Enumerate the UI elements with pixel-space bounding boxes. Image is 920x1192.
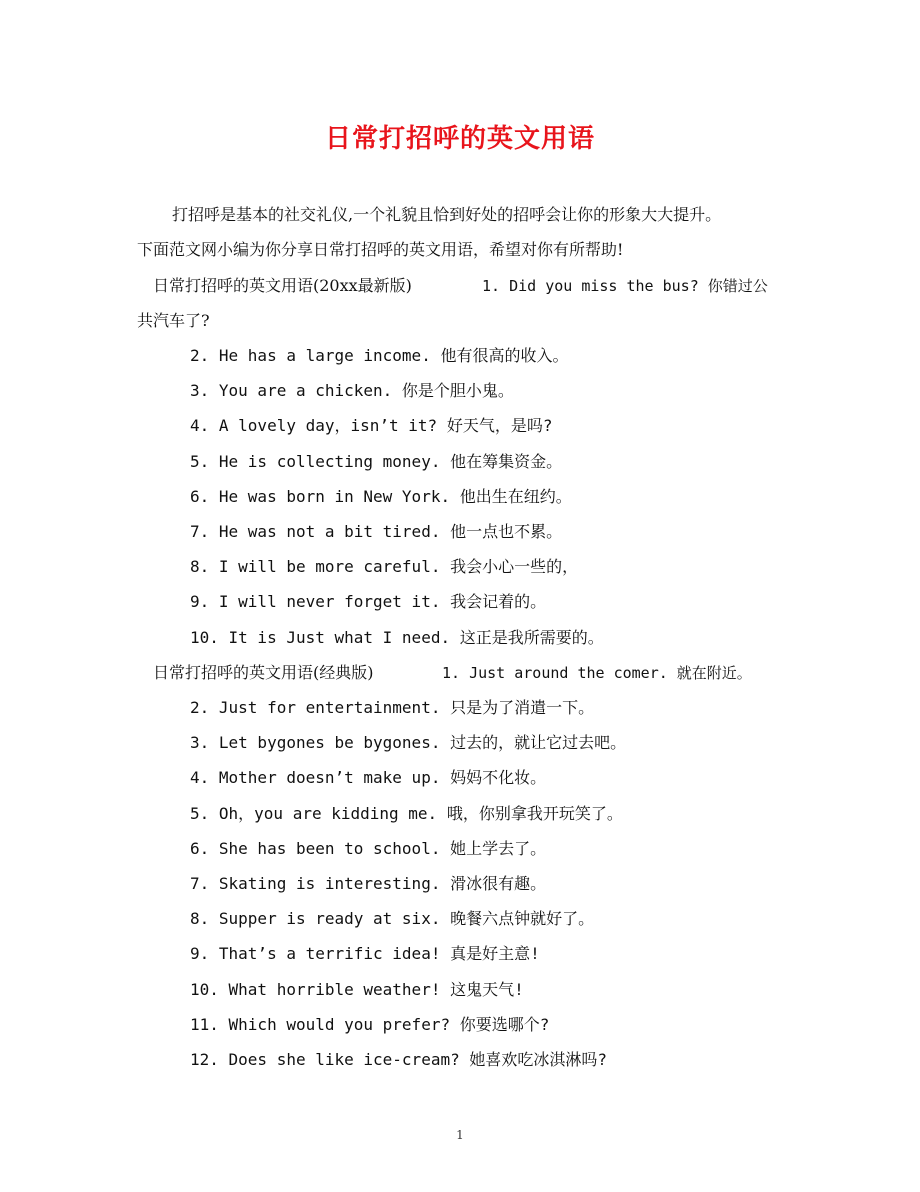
section1-list-item: 6. He was born in New York. 他出生在纽约。 xyxy=(190,486,572,506)
section2-list-item: 12. Does she like ice-cream? 她喜欢吃冰淇淋吗? xyxy=(190,1050,607,1069)
section2-list-item: 5. Oh，you are kidding me. 哦，你别拿我开玩笑了。 xyxy=(190,803,623,823)
section2-list-item: 3. Let bygones be bygones. 过去的，就让它过去吧。 xyxy=(190,733,627,753)
section1-list-item: 10. It is Just what I need. 这正是我所需要的。 xyxy=(190,627,604,647)
section2-list-item: 10. What horrible weather! 这鬼天气! xyxy=(190,979,524,999)
section1-list-item: 5. He is collecting money. 他在筹集资金。 xyxy=(190,451,563,471)
document-title: 日常打招呼的英文用语 xyxy=(324,124,595,154)
section2-list-item: 9. That’s a terrific idea! 真是好主意! xyxy=(190,944,540,964)
section2-item-1: 1. Just around the comer. 就在附近。 xyxy=(442,664,752,682)
intro-line-1: 打招呼是基本的社交礼仪,一个礼貌且恰到好处的招呼会让你的形象大大提升。 xyxy=(172,205,722,224)
section1-list-item: 3. You are a chicken. 你是个胆小鬼。 xyxy=(190,381,514,401)
section2-list-item: 11. Which would you prefer? 你要选哪个? xyxy=(190,1014,550,1034)
section1-item-1-continued: 共汽车了? xyxy=(137,311,210,330)
section1-item-1: 1. Did you miss the bus? 你错过公 xyxy=(482,277,768,295)
section2-list-item: 6. She has been to school. 她上学去了。 xyxy=(190,838,547,858)
section1-list-item: 9. I will never forget it. 我会记着的。 xyxy=(190,592,547,612)
intro-line-2: 下面范文网小编为你分享日常打招呼的英文用语，希望对你有所帮助! xyxy=(137,240,624,259)
section2-list-item: 8. Supper is ready at six. 晚餐六点钟就好了。 xyxy=(190,909,595,929)
section2-list-item: 2. Just for entertainment. 只是为了消遣一下。 xyxy=(190,698,595,717)
section1-heading: 日常打招呼的英文用语(20xx最新版) xyxy=(153,276,412,295)
section2-heading: 日常打招呼的英文用语(经典版) xyxy=(153,663,374,682)
page-number: 1 xyxy=(456,1128,464,1142)
section1-list-item: 4. A lovely day，isn’t it? 好天气，是吗? xyxy=(190,416,553,436)
section1-list-item: 2. He has a large income. 他有很高的收入。 xyxy=(190,346,569,365)
section1-list-item: 7. He was not a bit tired. 他一点也不累。 xyxy=(190,522,563,541)
section2-list-item: 7. Skating is interesting. 滑冰很有趣。 xyxy=(190,874,547,893)
section2-list-item: 4. Mother doesn’t make up. 妈妈不化妆。 xyxy=(190,768,547,788)
section1-list-item: 8. I will be more careful. 我会小心一些的， xyxy=(190,557,579,577)
